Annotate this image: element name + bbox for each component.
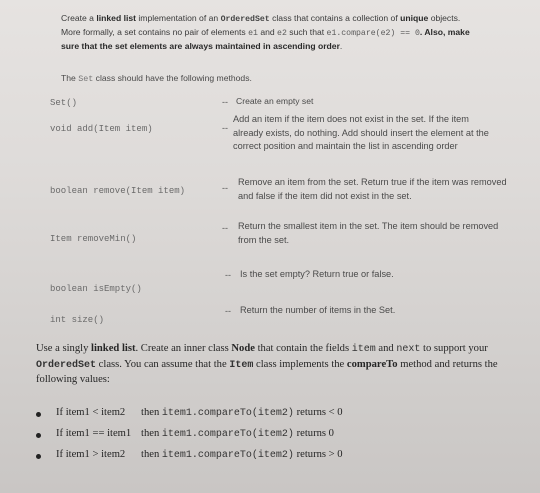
intro-orderedset: OrderedSet [220, 15, 270, 24]
bullet-condition: If item1 == item1 [56, 428, 132, 439]
bullet-then-word: then [141, 428, 160, 439]
instructions-text: to support your [423, 343, 488, 354]
method-dash: -- [225, 270, 231, 280]
instructions-text: and [378, 343, 394, 354]
method-dash: -- [222, 183, 228, 193]
bullet-then-word: then [141, 407, 160, 418]
list-item [36, 407, 506, 428]
instructions-text: . Create an inner class [135, 343, 229, 354]
bullet-code: item1.compareTo(item2) [161, 450, 294, 461]
bullet-icon [36, 454, 41, 459]
intro-ascending: ascending order [273, 41, 340, 51]
list-item [36, 449, 506, 470]
bullet-result: returns > 0 [296, 449, 343, 460]
methods-heading [61, 73, 252, 84]
intro-text: and [260, 27, 275, 37]
bullet-then-word: then [141, 449, 160, 460]
method-description: Is the set empty? Return true or false. [240, 269, 394, 279]
bullet-icon [36, 433, 41, 438]
method-signature: boolean remove(Item item) [50, 186, 186, 196]
instructions-item-field: item [351, 344, 376, 355]
methods-heading-class: Set [78, 74, 94, 84]
intro-text: implementation of an [138, 13, 219, 23]
method-description: Return the number of items in the Set. [240, 305, 396, 315]
bullet-then [141, 407, 343, 419]
method-signature: int size() [50, 315, 105, 325]
intro-text: Create a [61, 13, 94, 23]
bullet-condition: If item1 > item2 [56, 449, 126, 460]
method-dash: -- [225, 306, 231, 316]
method-description: Add an item if the item does not exist in the set. If the item already exists, do nothing. Add should insert the element at the correct position and maintain the list in ascending order [233, 114, 489, 151]
instructions-paragraph [36, 342, 506, 388]
methods-heading-text: The [61, 73, 76, 83]
bullet-code: item1.compareTo(item2) [161, 408, 294, 419]
instructions-compareto: compareTo [346, 358, 398, 370]
bullet-icon [36, 412, 41, 417]
method-dash: -- [222, 223, 228, 233]
bullet-result: returns 0 [296, 428, 334, 439]
method-signature: void add(Item item) [50, 124, 153, 134]
instructions-node: Node [231, 343, 255, 354]
method-signature: boolean isEmpty() [50, 284, 142, 294]
method-dash: -- [222, 97, 228, 107]
bullet-result: returns < 0 [296, 407, 343, 418]
intro-e1: e1 [248, 29, 258, 38]
method-description: Return the smallest item in the set. The item should be removed from the set. [238, 221, 499, 245]
intro-also: . Also, make sure that the set elements are always maintained in [61, 27, 470, 51]
bullet-then [141, 449, 343, 461]
intro-linked-list: linked list [96, 13, 136, 23]
instructions-orderedset: OrderedSet [36, 359, 97, 371]
bullet-code: item1.compareTo(item2) [161, 429, 294, 440]
instructions-text: that contain the fields [257, 343, 350, 354]
intro-text: . [339, 41, 343, 51]
method-description: Remove an item from the set. Return true if the item was removed and false if the item did not exist in the set. [238, 177, 507, 201]
bullet-condition: If item1 < item2 [56, 407, 126, 418]
intro-text: such that [289, 27, 325, 37]
instructions-text: method and returns the following values: [36, 358, 498, 385]
methods-heading-text: class should have the following methods. [95, 73, 252, 83]
instructions-linked-list: linked list [91, 343, 136, 354]
intro-text: class that contains a collection of [272, 13, 398, 23]
intro-paragraph [61, 12, 471, 53]
intro-e2: e2 [277, 29, 287, 38]
method-dash: -- [222, 123, 228, 133]
list-item [36, 428, 506, 449]
instructions-text: class. You can assume that the [98, 358, 227, 370]
bullet-then [141, 428, 334, 440]
instructions-text: Use a singly [36, 343, 89, 354]
compare-rules-list [36, 407, 506, 470]
method-signature: Set() [50, 98, 78, 108]
intro-text: objects. More formally, a set contains no pair of elements [61, 13, 461, 37]
intro-compare: e1.compare(e2) == 0 [326, 29, 420, 38]
method-signature: Item removeMin() [50, 234, 137, 244]
instructions-item-class: Item [229, 359, 254, 371]
intro-unique: unique [400, 13, 429, 23]
instructions-text: class implements the [256, 358, 345, 370]
instructions-next-field: next [396, 344, 421, 355]
method-description: Create an empty set [236, 96, 314, 106]
